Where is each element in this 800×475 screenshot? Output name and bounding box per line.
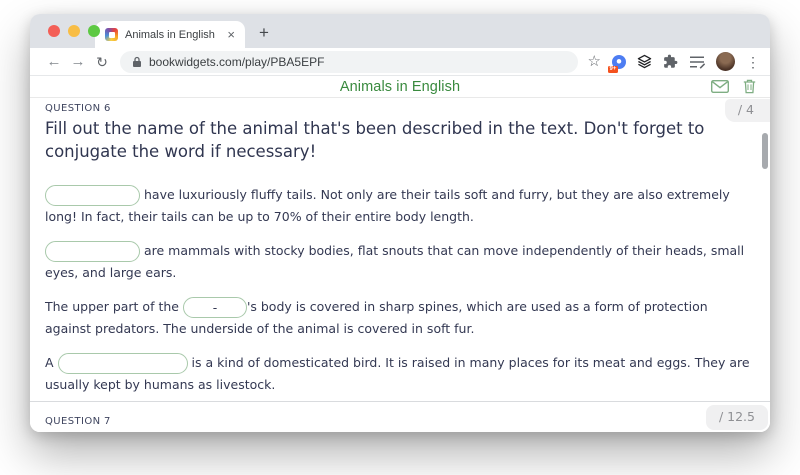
question-6-label: QUESTION 6 — [45, 103, 111, 114]
answer-input-4[interactable] — [58, 353, 188, 374]
widget-header — [30, 76, 770, 98]
paragraph-text: are mammals with stocky bodies, flat snouts that can move independently of their heads, small eyes, and large ears. — [45, 242, 745, 280]
reload-icon[interactable]: ↻ — [96, 53, 108, 70]
mail-icon[interactable] — [711, 80, 729, 93]
extension-badge: 9+ — [609, 65, 617, 72]
browser-tab[interactable] — [95, 21, 245, 48]
paragraph-pre-text: A — [45, 355, 54, 371]
question-7-card — [30, 402, 770, 432]
browser-menu-icon[interactable]: ⋮ — [746, 53, 760, 70]
zoom-window-button[interactable] — [88, 25, 100, 37]
reading-list-icon[interactable] — [689, 55, 705, 69]
question-6-prompt: Fill out the name of the animal that's been described in the text. Don't forget to conjugate the word if necessary! — [45, 119, 705, 161]
layers-extension-icon[interactable] — [637, 54, 652, 69]
answer-input-2[interactable] — [45, 241, 140, 262]
close-window-button[interactable] — [48, 25, 60, 37]
fill-blank-paragraph-1 — [45, 184, 756, 227]
address-bar[interactable] — [120, 51, 578, 73]
extension-icon[interactable] — [609, 55, 626, 72]
bookwidgets-favicon-icon — [105, 28, 118, 41]
paragraph-pre-text: The upper part of the — [45, 299, 179, 315]
question-6-card — [30, 98, 770, 401]
profile-avatar[interactable] — [716, 52, 735, 71]
answer-input-1[interactable] — [45, 185, 140, 206]
forward-icon[interactable]: → — [70, 53, 86, 70]
minimize-window-button[interactable] — [68, 25, 80, 37]
answer-input-3[interactable] — [183, 297, 247, 318]
scrollbar-thumb[interactable] — [762, 133, 768, 169]
browser-toolbar — [30, 48, 770, 76]
bookmark-star-icon[interactable]: ☆ — [587, 53, 601, 70]
toolbar-actions — [588, 52, 762, 71]
fill-blank-paragraph-3 — [45, 296, 756, 339]
question-7-score-badge: / 12.5 — [706, 405, 768, 430]
question-7-label: QUESTION 7 — [45, 416, 111, 427]
page-title: Animals in English — [339, 78, 461, 95]
tab-title: Animals in English — [125, 28, 215, 41]
back-icon[interactable]: ← — [46, 53, 62, 70]
tab-strip — [30, 14, 770, 48]
paragraph-text: 's body is covered in sharp spines, which are used as a form of protection against predators. The underside of the animal is covered in soft fur. — [45, 299, 708, 337]
paragraph-text: have luxuriously fluffy tails. Not only are their tails soft and furry, but they are also extremely long! In fact, their tails can be up to 70% of their entire body length. — [45, 186, 730, 224]
window-controls — [48, 25, 100, 37]
browser-window — [30, 14, 770, 432]
widget-actions — [711, 79, 756, 94]
lock-icon — [132, 56, 142, 68]
tab-close-icon[interactable]: × — [227, 27, 235, 42]
fill-blank-paragraph-2 — [45, 240, 756, 283]
paragraph-text: is a kind of domesticated bird. It is raised in many places for its meat and eggs. They are usually kept by humans as livestock. — [45, 355, 750, 393]
question-6-score-badge: / 4 — [725, 99, 770, 122]
quiz-content — [30, 98, 770, 432]
extensions-puzzle-icon[interactable] — [663, 54, 678, 69]
fill-blank-paragraph-4 — [45, 352, 756, 395]
trash-icon[interactable] — [743, 79, 756, 94]
url-text: bookwidgets.com/play/PBA5EPF — [149, 54, 325, 69]
new-tab-button[interactable]: + — [259, 23, 269, 42]
